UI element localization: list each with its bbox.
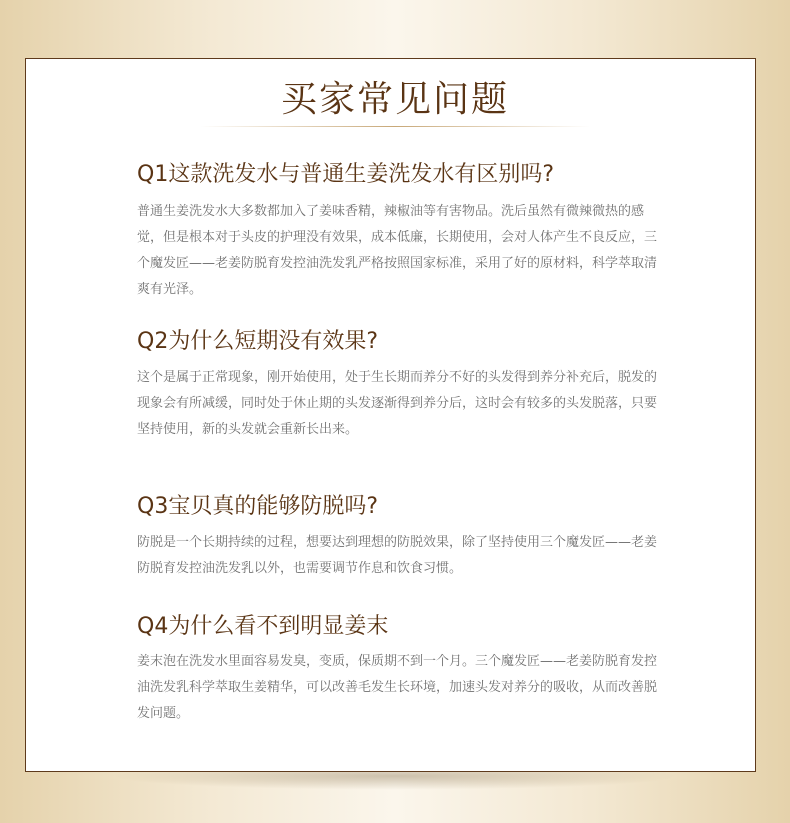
faq-question-1: Q1这款洗发水与普通生姜洗发水有区别吗? bbox=[137, 162, 554, 187]
page-title: 买家常见问题 bbox=[280, 79, 509, 120]
faq-question-4: Q4为什么看不到明显姜末 bbox=[137, 614, 389, 639]
title-divider bbox=[200, 126, 590, 127]
faq-answer-1: 普通生姜洗发水大多数都加入了姜味香精，辣椒油等有害物品。洗后虽然有微辣微热的感觉，但是根本对于头皮的护理没有效果，成本低廉，长期使用，会对人体产生不良反应，三个魔发匠——老姜防脱育发控油洗发乳严格按照国家标准，采用了好的原材料，科学萃取清爽有光泽。 bbox=[137, 204, 658, 297]
faq-answer-2: 这个是属于正常现象，刚开始使用，处于生长期而养分不好的头发得到养分补充后，脱发的现象会有所减缓，同时处于休止期的头发逐渐得到养分后，这时会有较多的头发脱落，只要坚持使用，新的头发就会重新长出来。 bbox=[137, 370, 658, 437]
faq-question-3: Q3宝贝真的能够防脱吗? bbox=[137, 494, 378, 519]
faq-answer-4: 姜末泡在洗发水里面容易发臭，变质，保质期不到一个月。三个魔发匠——老姜防脱育发控油洗发乳科学萃取生姜精华，可以改善毛发生长环境，加速头发对养分的吸收，从而改善脱发问题。 bbox=[137, 654, 658, 721]
faq-answer-3: 防脱是一个长期持续的过程，想要达到理想的防脱效果，除了坚持使用三个魔发匠——老姜防脱育发控油洗发乳以外，也需要调节作息和饮食习惯。 bbox=[137, 535, 658, 576]
faq-question-2: Q2为什么短期没有效果? bbox=[137, 329, 378, 354]
